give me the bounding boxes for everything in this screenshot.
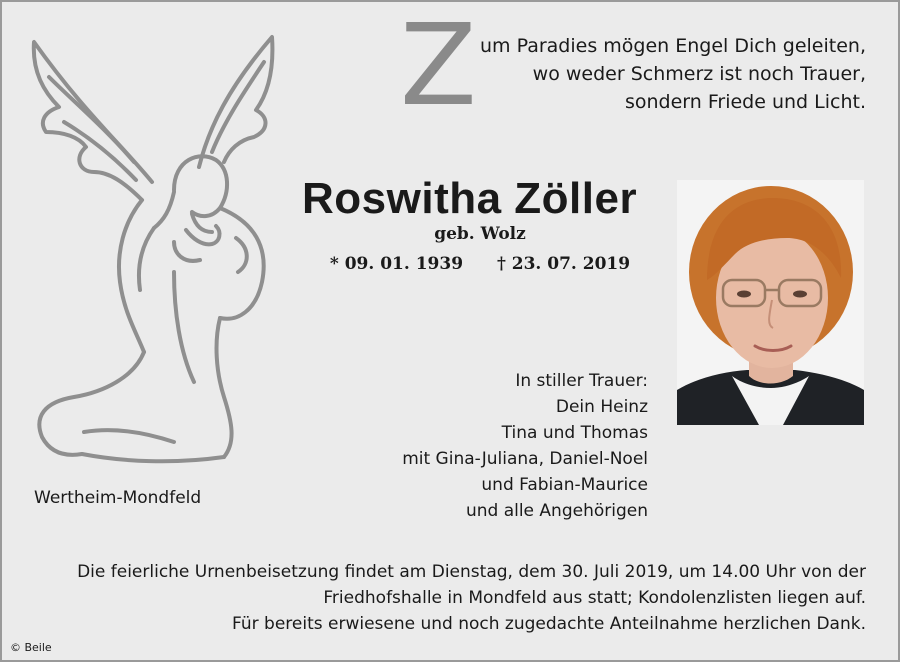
verse-line: wo weder Schmerz ist noch Trauer, [532, 63, 866, 85]
verse [480, 32, 866, 116]
death-date: † 23. 07. 2019 [496, 254, 631, 274]
portrait-image [677, 180, 864, 425]
mourner-line: Dein Heinz [555, 397, 648, 417]
birth-date: * 09. 01. 1939 [329, 254, 464, 274]
notice-line: Die feierliche Urnenbeisetzung findet am Dienstag, dem 30. Juli 2019, um 14.00 Uhr von der [77, 562, 866, 582]
copyright-note: © Beile [10, 641, 52, 654]
mourners-list [402, 368, 648, 524]
life-dates [302, 254, 658, 274]
portrait-photo [677, 180, 864, 425]
angel-illustration [24, 32, 286, 472]
mourner-line: und Fabian-Maurice [481, 475, 648, 495]
verse-line: sondern Friede und Licht. [624, 91, 866, 113]
notice-line: Friedhofshalle in Mondfeld aus statt; Kondolenzlisten liegen auf. [323, 588, 866, 608]
mourners-heading: In stiller Trauer: [515, 371, 648, 391]
mourner-line: und alle Angehörigen [465, 501, 648, 521]
mourner-line: mit Gina-Juliana, Daniel-Noel [402, 449, 648, 469]
deceased-name: Roswitha Zöller [302, 174, 638, 223]
funeral-notice [77, 559, 866, 637]
birth-name: geb. Wolz [434, 224, 526, 244]
place-name: Wertheim-Mondfeld [34, 488, 202, 508]
verse-line: um Paradies mögen Engel Dich geleiten, [480, 35, 866, 57]
notice-line: Für bereits erwiesene und noch zugedachte Anteilnahme herzlichen Dank. [232, 614, 866, 634]
verse-initial: Z [400, 1, 477, 131]
mourner-line: Tina und Thomas [501, 423, 648, 443]
